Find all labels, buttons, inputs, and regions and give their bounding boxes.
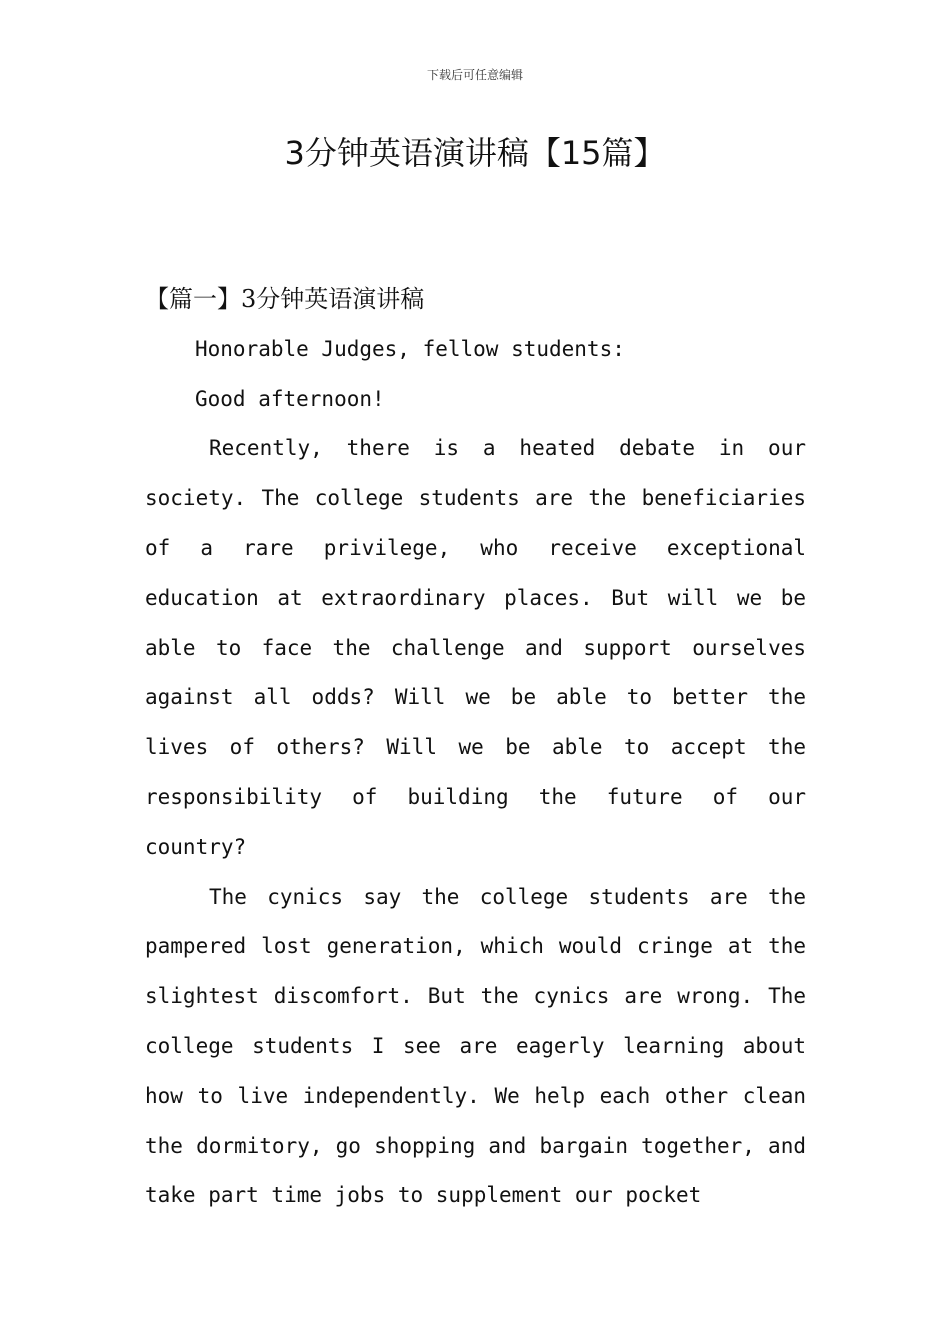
document-title: 3分钟英语演讲稿【15篇】 (284, 134, 666, 172)
document-body (145, 275, 806, 1221)
greeting-line: Good afternoon! (195, 386, 385, 411)
page-header-note: 下载后可任意编辑 (426, 68, 523, 82)
salutation-line: Honorable Judges, fellow students: (195, 336, 625, 361)
body-paragraph-2: The cynics say the college students are the pampered lost generation, which would cringe at the slightest discomfort. But the cynics are wrong. The college students I see are eagerly learning about how to live independently. We help each other clean the dormitory, go shopping and bargain together, and take part time jobs to supplement our pocket (145, 884, 806, 1208)
section-heading: 【篇一】3分钟英语演讲稿 (145, 285, 425, 313)
body-paragraph-1: Recently, there is a heated debate in our society. The college students are the beneficiaries of a rare privilege, who receive exceptional education at extraordinary places. But will we be able to face the challenge and support ourselves against all odds? Will we be able to better the lives of others? Will we be able to accept the responsibility of building the future of our country? (145, 436, 806, 859)
